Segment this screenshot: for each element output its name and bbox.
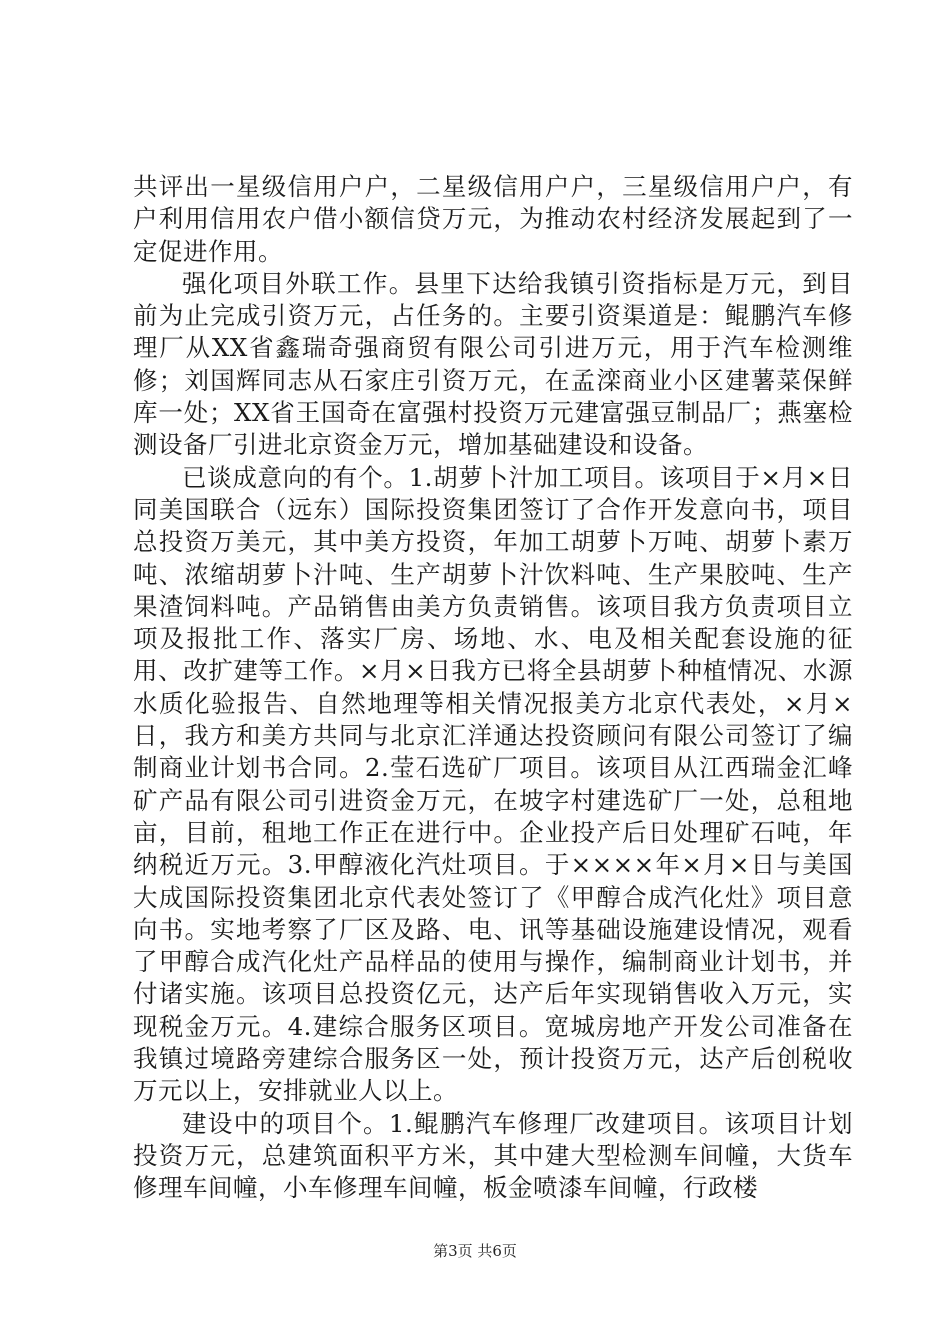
- page-number-footer: 第3页 共6页: [433, 1242, 517, 1260]
- document-body: [133, 171, 853, 1205]
- paragraph-projects-under-construction: 建设中的项目个。1.鲲鹏汽车修理厂改建项目。该项目计划投资万元，总建筑面积平方米，其中建大型检测车间幢，大货车修理车间幢，小车修理车间幢，板金喷漆车间幢，行政楼: [133, 1108, 853, 1203]
- paragraph-credit-households: 共评出一星级信用户户，二星级信用户户，三星级信用户户，有户利用信用农户借小额信贷万元，为推动农村经济发展起到了一定促进作用。: [133, 172, 853, 266]
- paragraph-project-outreach: 强化项目外联工作。县里下达给我镇引资指标是万元，到目前为止完成引资万元，占任务的。主要引资渠道是：鲲鹏汽车修理厂从XX省鑫瑞奇强商贸有限公司引进万元，用于汽车检测维修；刘国辉同志从石家庄引资万元，在孟滦商业小区建薯菜保鲜库一处；XX省王国奇在富强村投资万元建富强豆制品厂；燕塞检测设备厂引进北京资金万元，增加基础建设和设备。: [133, 268, 853, 460]
- paragraph-signed-intentions: 已谈成意向的有个。1.胡萝卜汁加工项目。该项目于×月×日同美国联合（远东）国际投资集团签订了合作开发意向书，项目总投资万美元，其中美方投资，年加工胡萝卜万吨、胡萝卜素万吨、浓缩胡萝卜汁吨、生产胡萝卜汁饮料吨、生产果胶吨、生产果渣饲料吨。产品销售由美方负责销售。该项目我方负责项目立项及报批工作、落实厂房、场地、水、电及相关配套设施的征用、改扩建等工作。×月×日我方已将全县胡萝卜种植情况、水源水质化验报告、自然地理等相关情况报美方北京代表处，×月×日，我方和美方共同与北京汇洋通达投资顾问有限公司签订了编制商业计划书合同。2.莹石选矿厂项目。该项目从江西瑞金汇峰矿产品有限公司引进资金万元，在坡字村建选矿厂一处，总租地亩，目前，租地工作正在进行中。企业投产后日处理矿石吨，年纳税近万元。3.甲醇液化汽灶项目。于××××年×月×日与美国大成国际投资集团北京代表处签订了《甲醇合成汽化灶》项目意向书。实地考察了厂区及路、电、讯等基础设施建设情况，观看了甲醇合成汽化灶产品样品的使用与操作，编制商业计划书，并付诸实施。该项目总投资亿元，达产后年实现销售收入万元，实现税金万元。4.建综合服务区项目。宽城房地产开发公司准备在我镇过境路旁建综合服务区一处，预计投资万元，达产后创税收万元以上，安排就业人以上。: [133, 462, 853, 1106]
